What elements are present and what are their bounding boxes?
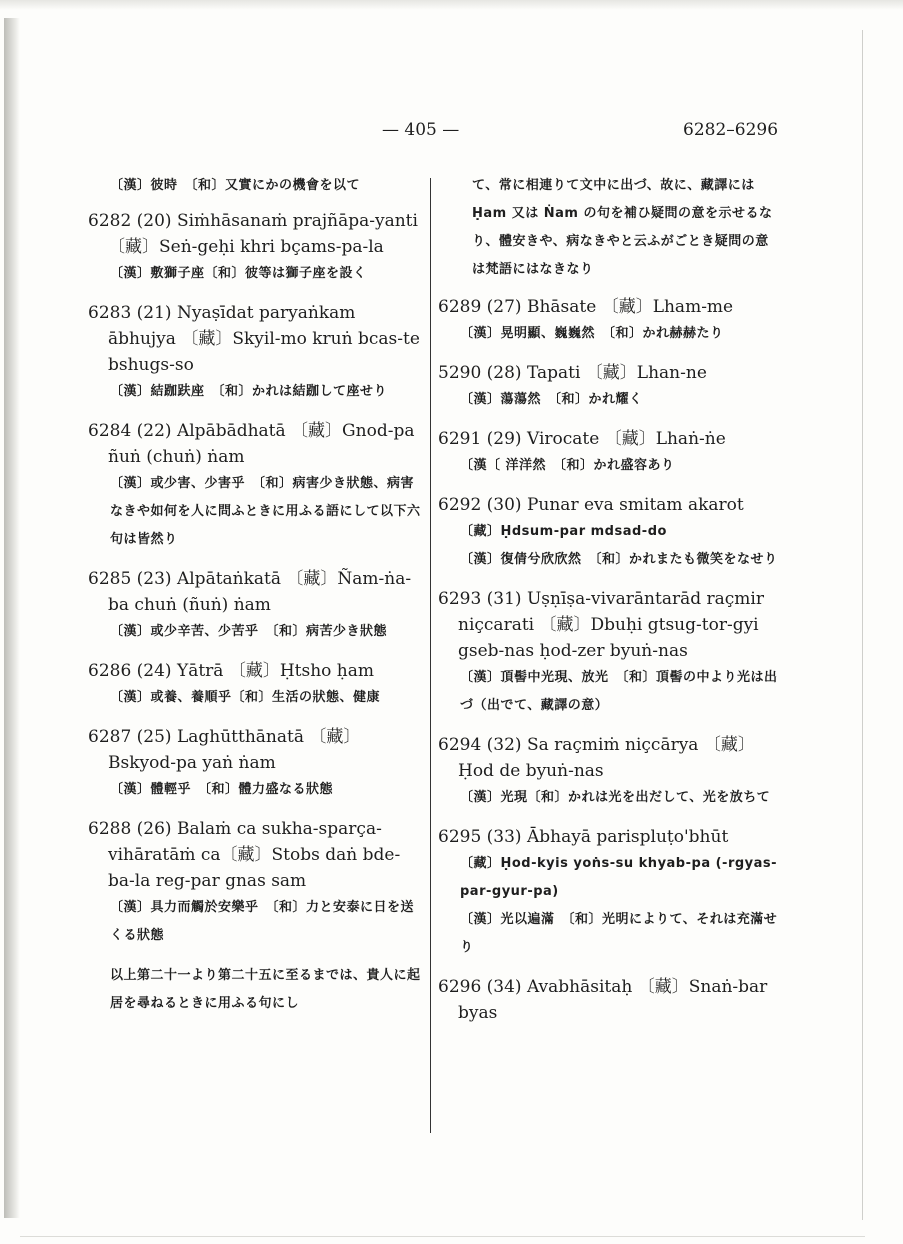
dictionary-entry xyxy=(88,658,423,712)
dictionary-entry xyxy=(438,586,778,720)
entry-gloss: 〔漢〕具力而觸於安樂乎 〔和〕力と安泰に日を送くる狀態 xyxy=(110,900,415,943)
entry-headword: 6294 (32) Sa raçmiṁ niçcārya 〔藏〕Ḥod de byuṅ-nas xyxy=(438,735,755,781)
dictionary-entry xyxy=(438,732,778,812)
right-entries xyxy=(438,294,778,1026)
dictionary-entry xyxy=(88,724,423,804)
entry-gloss: 〔漢〕結跏趺座 〔和〕かれは結跏して座せり xyxy=(110,384,388,399)
entry-gloss: 〔漢〔 洋洋然 〔和〕かれ盛容あり xyxy=(460,458,675,473)
page-number: — 405 — xyxy=(382,120,460,140)
dictionary-entry xyxy=(438,492,778,574)
left-column xyxy=(88,172,423,1018)
entry-gloss: 〔漢〕或少辛苦、少苦乎 〔和〕病苦少き狀態 xyxy=(110,624,388,639)
entry-headword: 6282 (20) Siṁhāsanaṁ prajñāpa-yanti 〔藏〕Seṅ-geḥi khri bçams-pa-la xyxy=(88,211,418,257)
entry-headword: 6287 (25) Laghūtthānatā 〔藏〕Bskyod-pa yaṅ ṅam xyxy=(88,727,361,773)
entry-gloss: 〔漢〕光現〔和〕かれは光を出だして、光を放ちて xyxy=(460,790,771,805)
entry-gloss: 〔藏〕Ḥdsum-par mdsad-do xyxy=(460,524,667,539)
dictionary-entry xyxy=(438,426,778,480)
column-divider xyxy=(430,178,431,1133)
entry-headword: 6292 (30) Punar eva smitam akarot xyxy=(438,495,744,515)
right-column xyxy=(438,172,778,1038)
entry-gloss: 〔漢〕體輕乎 〔和〕體力盛なる狀態 xyxy=(110,782,334,797)
entry-gloss: 〔漢〕復倩兮欣欣然 〔和〕かれまたも微笑をなせり xyxy=(460,552,778,567)
dictionary-entry xyxy=(88,208,423,288)
entry-gloss: 〔漢〕頂髻中光現、放光 〔和〕頂髻の中より光は出づ（出でて、藏譯の意） xyxy=(460,670,778,713)
dictionary-entry xyxy=(88,300,423,406)
entry-headword: 6296 (34) Avabhāsitaḥ 〔藏〕Snaṅ-bar byas xyxy=(438,977,768,1023)
dictionary-entry xyxy=(88,566,423,646)
continued-gloss: 〔漢〕彼時 〔和〕又實にかの機會を以て xyxy=(110,178,361,193)
entry-gloss: 〔漢〕光以遍滿 〔和〕光明によりて、それは充滿せり xyxy=(460,912,778,955)
entry-gloss: 〔漢〕蕩蕩然 〔和〕かれ耀く xyxy=(460,392,643,407)
continued-note: て、常に相連りて文中に出づ、故に、藏譯には Ḥam 又は Ṅam の句を補ひ疑問の意を示せるなり、體安きや、病なきやと云ふがごとき疑問の意は梵語にはなきなり xyxy=(472,178,773,277)
entry-headword: 6285 (23) Alpātaṅkatā 〔藏〕Ñam-ṅa-ba chuṅ (ñuṅ) ṅam xyxy=(88,569,412,615)
entry-gloss: 〔藏〕Ḥod-kyis yoṅs-su khyab-pa (-rgyas-par-gyur-pa) xyxy=(460,856,778,899)
entry-headword: 6295 (33) Ābhayā parispluṭo'bhūt xyxy=(438,827,729,847)
dictionary-entry xyxy=(88,816,423,950)
book-spine-shadow xyxy=(4,18,20,1218)
left-entries xyxy=(88,208,423,950)
dictionary-entry xyxy=(438,824,778,962)
entry-headword: 6286 (24) Yātrā 〔藏〕Ḥtsho ḥam xyxy=(88,661,374,681)
page-bottom-edge xyxy=(20,1236,865,1237)
entry-gloss: 〔漢〕或少害、少害乎 〔和〕病害少き狀態、病害なきや如何を人に問ふときに用ふる語にして以下六句は皆然り xyxy=(110,476,421,547)
dictionary-entry xyxy=(88,418,423,554)
dictionary-entry xyxy=(438,974,778,1026)
entry-headword: 5290 (28) Tapati 〔藏〕Lhan-ne xyxy=(438,363,707,383)
dictionary-entry xyxy=(438,360,778,414)
entry-range: 6282–6296 xyxy=(683,120,779,140)
scan-shadow xyxy=(0,0,903,10)
closing-note: 以上第二十一より第二十五に至るまでは、貴人に起居を尋ねるときに用ふる句にし xyxy=(110,968,421,1011)
entry-gloss: 〔漢〕敷獅子座〔和〕彼等は獅子座を設く xyxy=(110,266,367,281)
entry-gloss: 〔漢〕或養、養順乎〔和〕生活の狀態、健康 xyxy=(110,690,381,705)
entry-headword: 6293 (31) Uṣṇīṣa-vivarāntarād raçmir niçcarati 〔藏〕Dbuḥi gtsug-tor-gyi gseb-nas ḥod-zer byuṅ-nas xyxy=(438,589,764,661)
page-edge xyxy=(862,30,863,1220)
entry-headword: 6291 (29) Virocate 〔藏〕Lhaṅ-ṅe xyxy=(438,429,726,449)
entry-headword: 6283 (21) Nyaṣīdat paryaṅkam ābhujya 〔藏〕Skyil-mo kruṅ bcas-te bshugs-so xyxy=(88,303,420,375)
dictionary-entry xyxy=(438,294,778,348)
entry-headword: 6289 (27) Bhāsate 〔藏〕Lham-me xyxy=(438,297,734,317)
entry-headword: 6288 (26) Balaṁ ca sukha-sparça-vihāratāṁ ca〔藏〕Stobs daṅ bde-ba-la reg-par gnas sam xyxy=(88,819,401,891)
entry-gloss: 〔漢〕晃明顯、巍巍然 〔和〕かれ赫赫たり xyxy=(460,326,724,341)
entry-headword: 6284 (22) Alpābādhatā 〔藏〕Gnod-pa ñuṅ (chuṅ) ṅam xyxy=(88,421,415,467)
